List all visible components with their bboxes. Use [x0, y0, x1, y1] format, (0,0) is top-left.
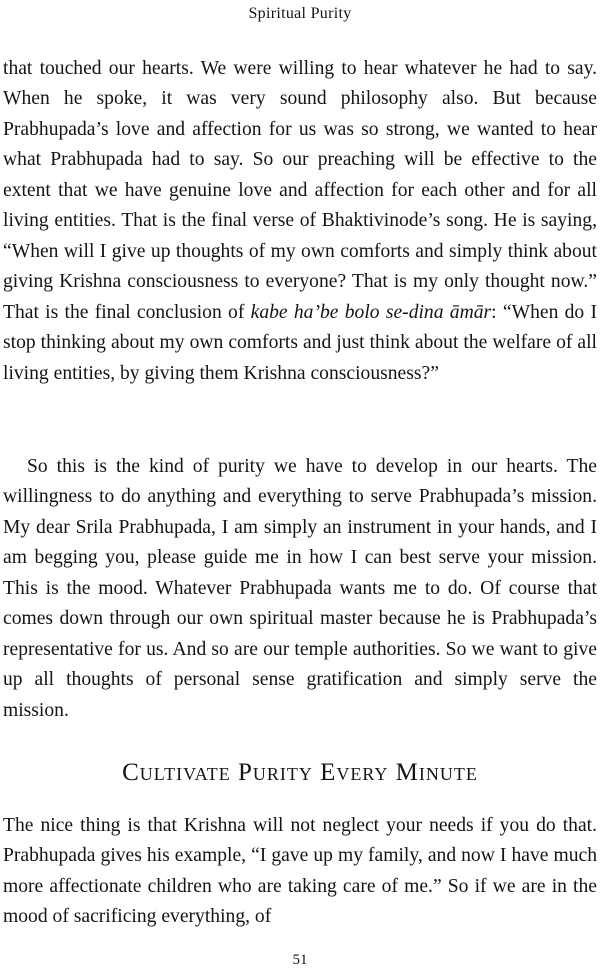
- paragraph-1-text-b: : “When do I stop thinking about my own comforts and just think about the welfare of all living entities, by giving them Krishna consciousness?”: [3, 301, 598, 384]
- section-heading: Cultivate Purity Every Minute: [122, 759, 478, 786]
- paragraph-2: So this is the kind of purity we have to develop in our hearts. The willingness to do anything and everything to serve Prabhupada’s mission. My dear Srila Prabhupada, I am simply an instrument in your hands, and I am begging you, please guide me in how I can best serve your mission. This is the mood. Whatever Prabhupada wants me to do. Of course that comes down through our own spiritual master because he is Prabhupada’s representative for us. And so are our temple authorities. So we want to give up all thoughts of personal sense gratification and simply serve the mission.: [3, 456, 597, 721]
- paragraph-3: The nice thing is that Krishna will not neglect your needs if you do that. Prabhupada gives his example, “I gave up my family, and now I have much more affectionate children who are taking care of me.” So if we are in the mood of sacrificing everything, of: [3, 815, 597, 928]
- page-number: 51: [292, 952, 308, 968]
- paragraph-1-italic-phrase: kabe ha’be bolo se-dina āmār: [250, 301, 492, 323]
- running-head: Spiritual Purity: [248, 5, 352, 22]
- paragraph-1-text-a: that touched our hearts. We were willing to hear whatever he had to say. When he spoke, it was very sound philosophy also. But because Prabhupada’s love and affection for us was so strong, we wanted to hear what Prabhupada had to say. So our preaching will be effective to the extent that we have genuine love and affection for each other and for all living entities. That is the final verse of Bhaktivinode’s song. He is saying, “When will I give up thoughts of my own comforts and simply think about giving Krishna consciousness to everyone? That is my only thought now.” That is the final conclusion of: [3, 58, 597, 323]
- paragraph-1: [3, 54, 597, 389]
